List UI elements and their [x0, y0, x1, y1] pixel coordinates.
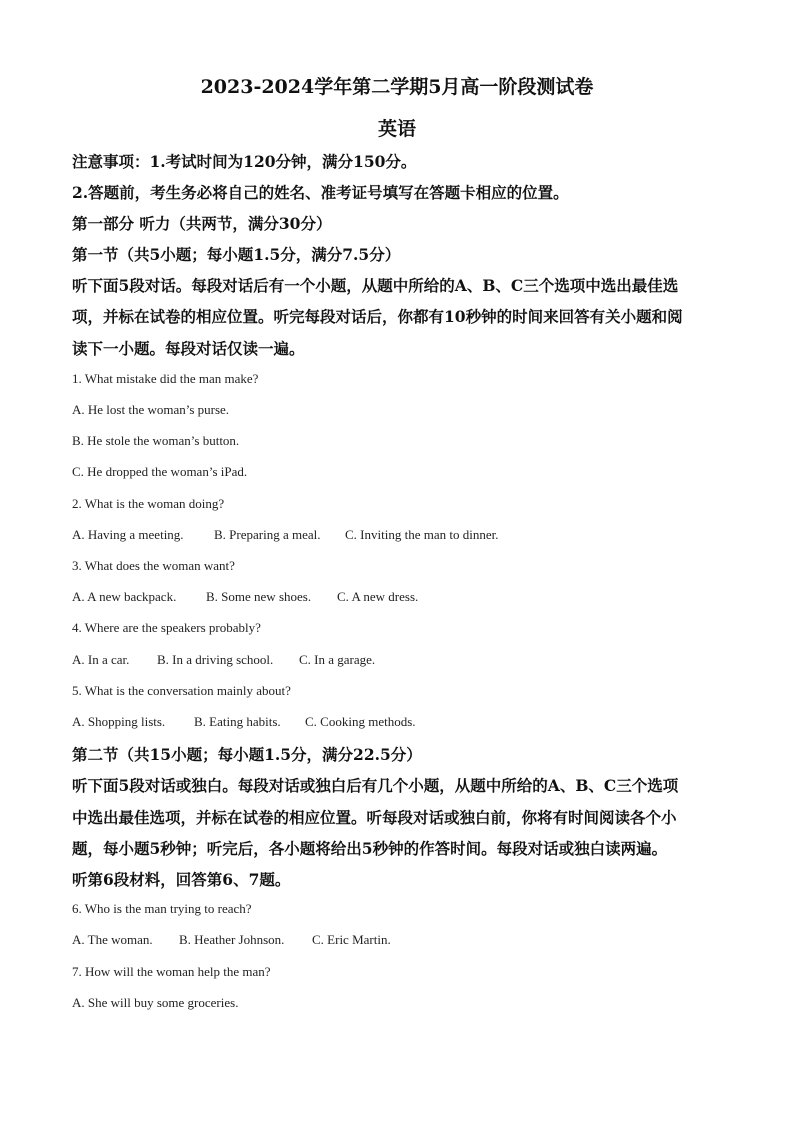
question-3: 3. What does the woman want? [72, 558, 235, 573]
question-6-option-a: A. The woman. [72, 932, 153, 947]
question-2-options [72, 527, 498, 543]
question-5-options [72, 714, 416, 730]
question-6-option-c: C. Eric Martin. [312, 932, 391, 947]
question-3-options [72, 589, 418, 605]
question-4-options [72, 652, 375, 668]
section2-instruction-2: 中选出最佳选项，并标在试卷的相应位置。听每段对话或独白前，你将有时间阅读各个小 [72, 808, 677, 827]
question-5: 5. What is the conversation mainly about? [72, 683, 291, 698]
question-4-option-a: A. In a car. [72, 652, 130, 667]
question-6: 6. Who is the man trying to reach? [72, 901, 252, 916]
question-6-options [72, 932, 391, 948]
question-1-option-c: C. He dropped the woman’s iPad. [72, 464, 248, 479]
question-2-option-a: A. Having a meeting. [72, 527, 184, 542]
section2-instruction-3: 题，每小题5秒钟；听完后，各小题将给出5秒钟的作答时间。每段对话或独白读两遍。 [72, 839, 668, 858]
question-2: 2. What is the woman doing? [72, 496, 225, 511]
question-5-option-a: A. Shopping lists. [72, 714, 166, 729]
exam-subject: 英语 [377, 118, 416, 140]
question-4: 4. Where are the speakers probably? [72, 620, 261, 635]
question-3-option-c: C. A new dress. [337, 589, 419, 604]
part1-heading: 第一部分 听力（共两节，满分30分） [72, 214, 332, 233]
section2-heading: 第二节（共15小题；每小题1.5分，满分22.5分） [72, 745, 422, 764]
question-7-option-a: A. She will buy some groceries. [72, 995, 239, 1010]
section2-instruction-1: 听下面5段对话或独白。每段对话或独白后有几个小题，从题中所给的A、B、C三个选项 [72, 776, 679, 795]
question-1-option-b: B. He stole the woman’s button. [72, 433, 240, 448]
notes-line-2: 2.答题前，考生务必将自己的姓名、准考证号填写在答题卡相应的位置。 [72, 183, 569, 202]
question-5-option-b: B. Eating habits. [194, 714, 281, 729]
section1-instruction-2: 项，并标在试卷的相应位置。听完每段对话后，你都有10秒钟的时间来回答有关小题和阅 [72, 307, 683, 326]
exam-title: 2023-2024学年第二学期5月高一阶段测试卷 [200, 76, 594, 98]
question-4-option-c: C. In a garage. [299, 652, 376, 667]
material-6-heading: 听第6段材料，回答第6、7题。 [72, 870, 291, 889]
section1-heading: 第一节（共5小题；每小题1.5分，满分7.5分） [72, 245, 401, 264]
question-7: 7. How will the woman help the man? [72, 964, 271, 979]
question-2-option-b: B. Preparing a meal. [214, 527, 321, 542]
question-1-option-a: A. He lost the woman’s purse. [72, 402, 230, 417]
question-4-option-b: B. In a driving school. [157, 652, 274, 667]
question-3-option-a: A. A new backpack. [72, 589, 177, 604]
question-2-option-c: C. Inviting the man to dinner. [345, 527, 499, 542]
question-5-option-c: C. Cooking methods. [305, 714, 416, 729]
question-3-option-b: B. Some new shoes. [206, 589, 312, 604]
notes-line-1: 注意事项：1.考试时间为120分钟，满分150分。 [72, 152, 417, 171]
question-6-option-b: B. Heather Johnson. [179, 932, 285, 947]
section1-instruction-1: 听下面5段对话。每段对话后有一个小题，从题中所给的A、B、C三个选项中选出最佳选 [72, 276, 679, 295]
question-1: 1. What mistake did the man make? [72, 371, 259, 386]
section1-instruction-3: 读下一小题。每段对话仅读一遍。 [72, 339, 305, 358]
